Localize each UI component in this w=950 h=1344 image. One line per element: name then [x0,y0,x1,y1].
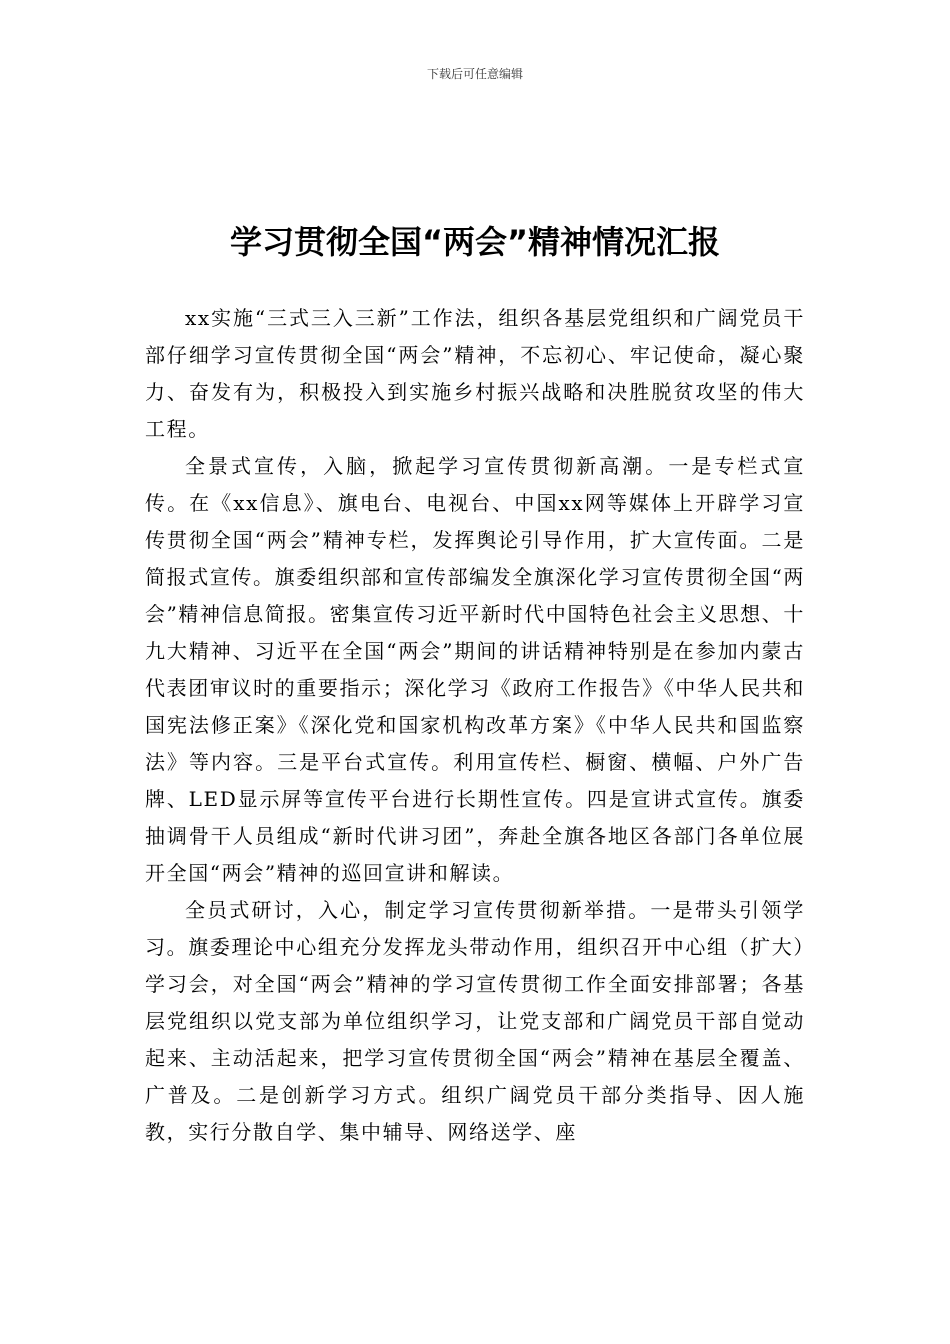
paragraph-seminar: 全员式研讨，入心，制定学习宣传贯彻新举措。一是带头引领学习。旗委理论中心组充分发挥龙头带动作用，组织召开中心组（扩大）学习会，对全国“两会”精神的学习宣传贯彻工作全面安排部署；各基层党组织以党支部为单位组织学习，让党支部和广阔党员干部自觉动起来、主动活起来，把学习宣传贯彻全国“两会”精神在基层全覆盖、广普及。二是创新学习方式。组织广阔党员干部分类指导、因人施教，实行分散自学、集中辅导、网络送学、座 [145,898,805,1144]
paragraph-intro: xx实施“三式三入三新”工作法，组织各基层党组织和广阔党员干部仔细学习宣传贯彻全国“两会”精神，不忘初心、牢记使命，凝心聚力、奋发有为，积极投入到实施乡村振兴战略和决胜脱贫攻坚的伟大工程。 [145,306,805,441]
paragraph-publicity: 全景式宣传，入脑，掀起学习宣传贯彻新高潮。一是专栏式宣传。在《xx信息》、旗电台、电视台、中国xx网等媒体上开辟学习宣传贯彻全国“两会”精神专栏，发挥舆论引导作用，扩大宣传面。二是简报式宣传。旗委组织部和宣传部编发全旗深化学习宣传贯彻全国“两会”精神信息简报。密集宣传习近平新时代中国特色社会主义思想、十九大精神、习近平在全国“两会”期间的讲话精神特别是在参加内蒙古代表团审议时的重要指示；深化学习《政府工作报告》《中华人民共和国宪法修正案》《深化党和国家机构改革方案》《中华人民共和国监察法》等内容。三是平台式宣传。利用宣传栏、橱窗、横幅、户外广告牌、LED显示屏等宣传平台进行长期性宣传。四是宣讲式宣传。旗委抽调骨干人员组成“新时代讲习团”，奔赴全旗各地区各部门各单位展开全国“两会”精神的巡回宣讲和解读。 [145,454,805,885]
document-body [145,300,805,1151]
page-header-note: 下载后可任意编辑 [426,67,523,81]
page-title: 学习贯彻全国“两会”精神情况汇报 [229,223,721,261]
